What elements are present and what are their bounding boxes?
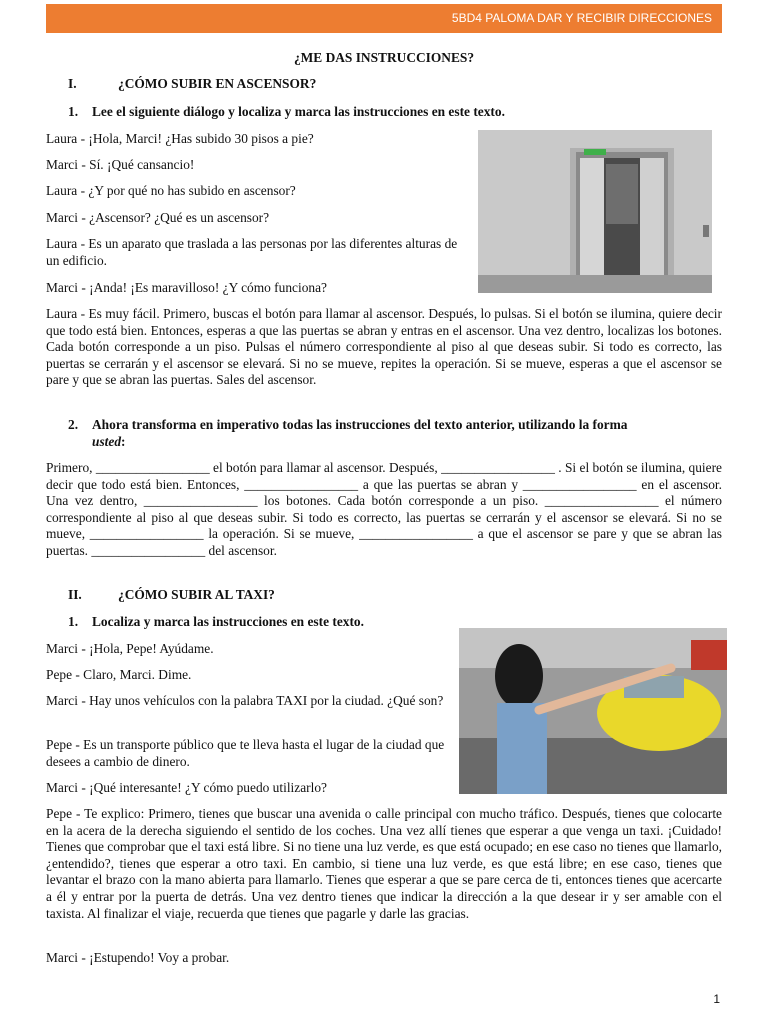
- header-title: 5BD4 PALOMA DAR Y RECIBIR DIRECCIONES: [451, 11, 712, 25]
- dialogue-line: Marci - ¡Anda! ¡Es maravilloso! ¿Y cómo funciona?: [46, 280, 327, 295]
- section-1-task-2: [68, 417, 724, 450]
- dialogue-line: Laura - ¡Hola, Marci! ¿Has subido 30 pisos a pie?: [46, 131, 314, 146]
- fill-in-paragraph: Primero, _________________ el botón para llamar al ascensor. Después, _________________ . Si el botón se ilumina, quiere decir que todo está bien. Entonces, _________________ a que las puertas se abran y _________________ en el ascensor. Una vez dentro, _________________ los botones. Cada botón corresponde a un piso. _________________ el número correspondiente al piso al que deseas subir. Si todo es correcto, las puertas se cerrarán y el ascensor se elevará. Si no se mueve, _________________ la operación. Si se mueve, _________________ a que el ascensor se pare y que se abran las puertas. _________________ del ascensor.: [46, 460, 722, 558]
- section-1-heading: [68, 76, 316, 93]
- task-text-end: :: [121, 433, 126, 449]
- dialogue-line: Marci - ¿Ascensor? ¿Qué es un ascensor?: [46, 210, 270, 225]
- dialogue-line: Laura - Es un aparato que traslada a las personas por las diferentes alturas de un edificio.: [46, 236, 458, 268]
- document-title: ¿ME DAS INSTRUCCIONES?: [293, 50, 475, 65]
- section-1-title: ¿CÓMO SUBIR EN ASCENSOR?: [118, 76, 317, 91]
- dialogue-line: Marci - Hay unos vehículos con la palabra TAXI por la ciudad. ¿Qué son?: [46, 693, 444, 708]
- section-2-heading: [68, 587, 275, 604]
- task-number: 1.: [68, 614, 79, 629]
- section-2-title: ¿CÓMO SUBIR AL TAXI?: [118, 587, 275, 602]
- task-number: 2.: [68, 417, 79, 432]
- task-number: 1.: [68, 104, 79, 119]
- dialogue-line: Pepe - Claro, Marci. Dime.: [46, 667, 192, 682]
- section-1-numeral: I.: [68, 76, 77, 91]
- dialogue-line: Marci - Sí. ¡Qué cansancio!: [46, 157, 195, 172]
- task-text: Localiza y marca las instrucciones en este texto.: [92, 614, 364, 629]
- elevator-photo: [478, 130, 712, 293]
- taxi-photo: [459, 628, 727, 794]
- dialogue-line: Marci - ¡Qué interesante! ¿Y cómo puedo utilizarlo?: [46, 780, 327, 795]
- section-2-numeral: II.: [68, 587, 82, 602]
- dialogue-line: Pepe - Es un transporte público que te lleva hasta el lugar de la ciudad que desees a cambio de dinero.: [46, 737, 445, 769]
- explanation-paragraph: Laura - Es muy fácil. Primero, buscas el botón para llamar al ascensor. Después, lo pulsas. Si el botón se ilumina, quiere decir que todo está bien. Entonces, esperas a que las puertas se abran y entras en el ascensor. Una vez dentro, localizas los botones. Cada botón corresponde a un piso. Pulsas el número correspondiente al piso al que deseas subir. Si todo es correcto, las puertas se cerrarán y el ascensor se elevará. Si no se mueve, repites la operación. Si se mueve, esperas a que el ascensor se pare y que se abran las puertas. Sales del ascensor.: [46, 306, 722, 388]
- explanation-paragraph: Pepe - Te explico: Primero, tienes que buscar una avenida o calle principal con mucho tráfico. Después, tienes que colocarte en la acera de la derecha siguiendo el sentido de los coches. Una vez allí tienes que esperar a que venga un taxi. ¡Cuidado! Tienes que comprobar que el taxi está libre. Si no tiene una luz verde, es que está ocupado; en ese caso no tienes que llamarlo, ¿entendido?, tienes que esperar a otro taxi. En cambio, si tiene una luz verde, es que está libre; en ese caso, tienes que levantar el brazo con la mano abierta para llamarlo. Tienes que esperar a que se pare cerca de ti, entonces tienes que acercarte a él y entrar por la puerta de detrás. Una vez dentro tienes que indicar la dirección a la que desear ir y ser amable con el taxista. Al finalizar el viaje, recuerda que tienes que pagarle y darle las gracias.: [46, 806, 722, 921]
- section-1-task-1: [68, 104, 724, 121]
- task-emphasis: usted: [92, 433, 122, 449]
- task-text: Ahora transforma en imperativo todas las instrucciones del texto anterior, utilizando la forma: [92, 417, 628, 432]
- page-number: 1: [713, 992, 720, 1007]
- task-text: Lee el siguiente diálogo y localiza y marca las instrucciones en este texto.: [92, 104, 505, 119]
- closing-line: Marci - ¡Estupendo! Voy a probar.: [46, 950, 230, 965]
- dialogue-line: Marci - ¡Hola, Pepe! Ayúdame.: [46, 641, 214, 656]
- dialogue-line: Laura - ¿Y por qué no has subido en ascensor?: [46, 183, 296, 198]
- header-bar: [46, 4, 722, 33]
